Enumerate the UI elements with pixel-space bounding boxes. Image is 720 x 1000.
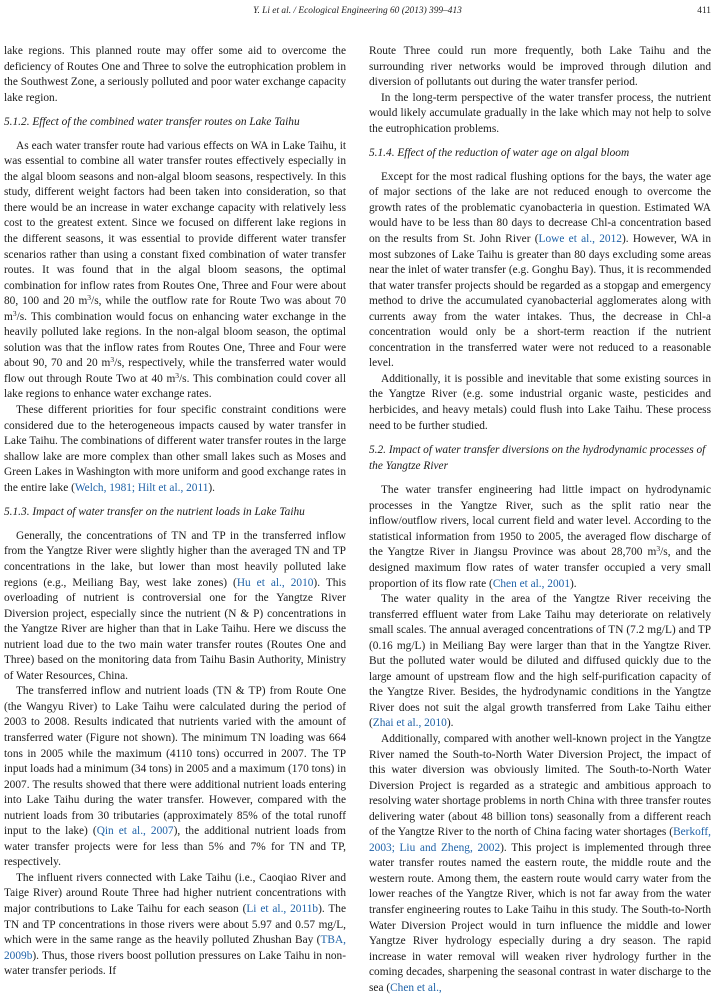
right-column (369, 44, 711, 996)
citation-link[interactable]: Welch, 1981; Hilt et al., 2011 (74, 481, 209, 494)
citation-link[interactable]: Chen et al., (390, 981, 442, 994)
paragraph (4, 684, 346, 871)
paragraph (4, 139, 346, 403)
text: ). The TN and TP concentrations in those rivers were about 5.97 and 0.57 mg/L, which were in the same range as the heavily polluted Zhushan Bay ( (4, 902, 347, 947)
citation-link[interactable]: TBA, 2009b (4, 934, 346, 962)
paragraph (4, 871, 346, 980)
superscript: 3 (175, 370, 180, 380)
text: The transferred inflow and nutrient loads (TN & TP) from Route One (the Wangyu River) to Lake Taihu were calculated during the period of 2003 to 2008. Results indicated that nutrients varied with the amount of transferred water (Figure not shown). The minimum TN loading was 664 tons in 2005 while the maximum (4110 tons) occurred in 2007. The TP input loads had a minimum (34 tons) in 2005 and a maximum (170 tons) in 2007. The results showed that there were additional nutrient loads entering into Lake Taihu during the water transfer. However, compared with the nutrient loads from 30 tributaries (approximately 85% of the total runoff input to the lake) ( (4, 685, 346, 838)
citation-link[interactable]: Qin et al., 2007 (96, 825, 174, 838)
citation-link[interactable]: Zhai et al., 2010 (372, 717, 447, 730)
paragraph (369, 592, 711, 732)
text: Generally, the concentrations of TN and TP in the transferred inflow from the Yangtze River were slightly higher than the averaged TN and TP concentrations in the lake, but lower than most heavily polluted lake regions (e.g., Meiliang Bay, west lake zones) ( (4, 529, 346, 589)
paragraph (369, 170, 711, 372)
text: ). However, WA in most subzones of Lake Taihu is greater than 80 days excluding some areas near the inlet of water transfer (e.g. Gonghu Bay). Thus, it is recommended that water transfer projects should be regarded as a stopgap and emergency method to drive the accumulated cyanobacterial agglomerates along with currents away from the water intakes. Thus, the decrease in Chl-a concentration would only be a short-term reaction if the nutrient concentration in the transferred water were not reduced to a reasonable level. (369, 233, 711, 370)
text: /s, and the designed maximum flow rates of water transfer occupied a very small proportion of its flow rate ( (369, 546, 711, 590)
paragraph (369, 483, 711, 592)
left-column (4, 44, 346, 980)
paragraph (369, 91, 711, 138)
text: ). (570, 577, 577, 590)
text: Additionally, compared with another well-known project in the Yangtze River named the South-to-North Water Diversion Project, the impact of this water diversion was obviously limited. The South-to-North Water Diversion Project is regarded as a strategic and ambitious approach to resolving water shortage problems in north China with three transfer routes delivering water (about 48 billion tons) seasonally from a different reach of the Yangtze River to the north of China facing water shortages ( (369, 732, 711, 839)
section-heading-5-1-3: 5.1.3. Impact of water transfer on the nutrient loads in Lake Taihu (4, 506, 305, 519)
text: The water transfer engineering had little impact on hydrodynamic processes in the Yangtze River, such as the split ratio near the inflow/outflow rivers, local current field and water level. According to the statistical information from 1950 to 2005, the averaged flow discharge of the Yangtze River in Jiangsu Province was about 28,700 m (369, 484, 711, 559)
section-heading-5-1-2: 5.1.2. Effect of the combined water transfer routes on Lake Taihu (4, 116, 300, 129)
text: ). This project is implemented through three water transfer routes named the eastern route, the middle route and the western route. Among them, the eastern route would carry water from the lower reaches of the Yangtze River, which is not far away from the water transfer engineering routes to Lake Taihu in this study. The South-to-North Water Diversion Project would in turn influence the middle and lower Yangtze River hydrology especially during a dry season. The rapid increase in water removal will weaken river hydrology further in the coming decades, sharpening the seasonal contrast in water discharge to the sea ( (369, 841, 711, 994)
text: In the long-term perspective of the water transfer process, the nutrient would likely accumulate gradually in the lake which may not help to solve the eutrophication problems. (369, 91, 711, 135)
text: ). (208, 481, 216, 494)
superscript: 3 (656, 544, 661, 554)
text: Route Three could run more frequently, both Lake Taihu and the surrounding river networks would be improved through dilution and diversion of pollutants out during the water transfer period. (369, 45, 711, 89)
citation-link[interactable]: Chen et al., 2001 (492, 577, 570, 590)
text: Additionally, it is possible and inevitable that some existing sources in the Yangtze River (e.g. some industrial organic waste, pesticides and herbicides, and heavy metals) could flush into Lake Taihu. These process need to be further studied. (369, 372, 711, 432)
text: As each water transfer route had various effects on WA in Lake Taihu, it was essential to combine all water transfer routes effectively especially in the algal bloom seasons and non-algal bloom seasons, respectively. In this study, different weight factors had been taken into consideration, so that there would be an increase in water exchange capacity with relatively less cost to the greatest extent. Since we focused on different lake regions in the different seasons, it was essential to provide different water transfer scenarios rather than using a constant fixed combination of water transfer routes. It was found that in the algal bloom seasons, the optimal combination for inflow rates from Routes One, Three and Four were about 80, 100 and 20 m (4, 139, 346, 308)
running-header (4, 6, 711, 20)
paragraph (369, 732, 711, 996)
citation-link[interactable]: Hu et al., 2010 (236, 576, 314, 589)
superscript: 3 (12, 308, 17, 318)
text: The influent rivers connected with Lake Taihu (i.e., Caoqiao River and Taige River) around Route Three had higher nutrient concentrations with major contributions to Lake Taihu for each season ( (4, 871, 346, 915)
text: The water quality in the area of the Yangtze River receiving the transferred effluent water from Lake Taihu may deteriorate on relatively small scales. The annual averaged concentrations of TN (7.2 mg/L) and TP (0.16 mg/L) in Meiliang Bay were larger than that in the Yangtze River. But the polluted water would be diluted and diffused quickly due to the large amount of upstream flow and the high self-purification capacity of the Yangtze River. Besides, the hydrodynamic conditions in the Yangtze River does not suit the algal growth transferred from Lake Taihu either ( (369, 593, 711, 730)
text: /s. This combination would focus on enhancing water exchange in the heavily polluted lake regions. In the non-algal bloom season, the optimal solution was that the inflow rates from Routes One, Three and Four were about 90, 70 and 20 m (4, 310, 346, 370)
superscript: 3 (87, 293, 92, 303)
paragraph (369, 44, 711, 91)
citation-link[interactable]: Berkoff, 2003; Liu and Zheng, 2002 (369, 826, 711, 854)
text: ). (446, 717, 454, 730)
text: Except for the most radical flushing options for the bays, the water age of major sections of the lake are not reduced enough to overcome the growth rates of the problematic cyanobacteria in question. Estimated WA would have to be less than 80 days to decrease Chl-a concentration based on the results from St. John River ( (369, 170, 711, 246)
text: lake regions. This planned route may offer some aid to overcome the deficiency of Routes One and Three to solve the eutrophication problem in the Southwest Zone, a seriously polluted and poor water exchange capacity lake region. (4, 45, 346, 104)
citation-link[interactable]: Lowe et al., 2012 (538, 233, 622, 246)
citation-link[interactable]: Li et al., 2011b (246, 902, 319, 915)
section-heading-5-2: 5.2. Impact of water transfer diversions on the hydrodynamic processes of the Yangtze River (369, 444, 706, 472)
text: ). Thus, those rivers boost pollution pressures on Lake Taihu in non-water transfer periods. If (4, 949, 346, 978)
section-heading-5-1-4: 5.1.4. Effect of the reduction of water age on algal bloom (369, 147, 630, 160)
paragraph (4, 403, 346, 496)
text: /s, while the outflow rate for Route Two was about 70 m (4, 295, 346, 323)
superscript: 3 (110, 355, 115, 365)
text: These different priorities for four specific constraint conditions were considered due to the heterogeneous impacts caused by water transfer in Lake Taihu. The combinations of different water transfer routes in the large shallow lake are more complex than other small lakes such as Moses and Green Lakes in Washington with more uniform and good exchange rates in the entire lake ( (4, 404, 346, 494)
text: /s, respectively, while the transferred water would flow out through Route Two at 40 m (4, 357, 347, 385)
paragraph (4, 44, 346, 106)
text: ), the additional nutrient loads from water transfer projects were for less than 5% and 7% for TN and TP, respectively. (4, 825, 347, 869)
text: ). This overloading of nutrient is controversial one for the Yangtze River Diversion project, especially since the nutrient (N & P) concentrations in the Yangtze River are higher than that in Lake Taihu. Here we discuss the nutrient load due to the two main water transfer routes (Routes One and Three) based on the monitoring data from Taihu Basin Authority, Ministry of Water Resources, China. (4, 576, 346, 682)
paragraph (4, 529, 346, 684)
paragraph (369, 372, 711, 434)
journal-citation: Y. Li et al. / Ecological Engineering 60 (2013) 399–413 (253, 6, 462, 16)
text: /s. This combination could cover all lake regions to enhance water exchange rates. (4, 372, 346, 401)
page-number: 411 (697, 6, 711, 16)
